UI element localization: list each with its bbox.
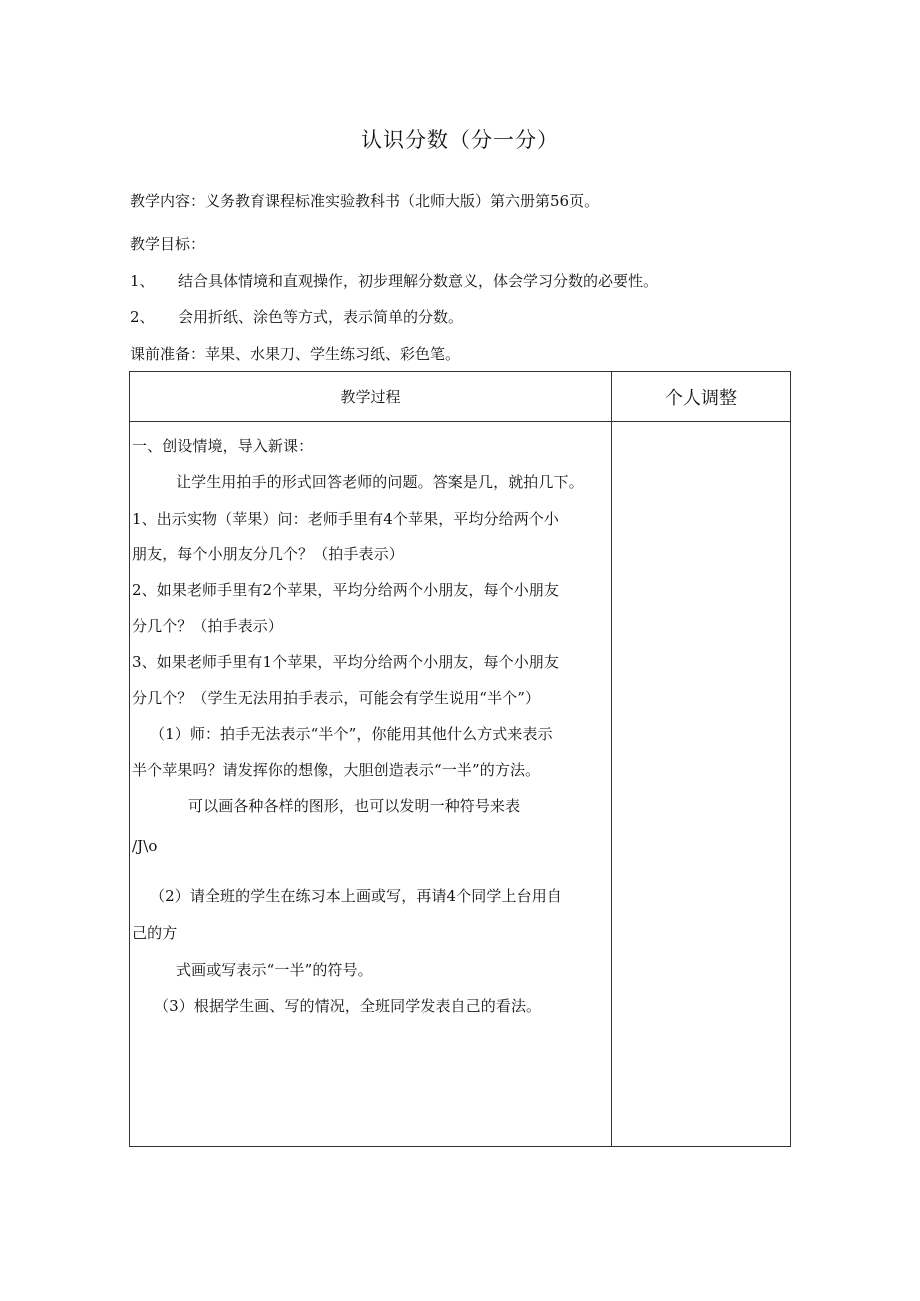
process-line: （1）师：拍手无法表示“半个”，你能用其他什么方式来表示 <box>150 725 553 743</box>
process-line: 2、如果老师手里有2个苹果，平均分给两个小朋友，每个小朋友 <box>132 581 559 599</box>
process-line: 式画或写表示“一半”的符号。 <box>176 961 373 979</box>
teaching-content: 教学内容：义务教育课程标准实验教科书（北师大版）第六册第56页。 <box>130 192 600 210</box>
header-teaching-process: 教学过程 <box>130 372 612 422</box>
goal-text: 会用折纸、涂色等方式，表示简单的分数。 <box>178 308 464 326</box>
goal-number: 2、 <box>130 308 155 326</box>
process-line: （2）请全班的学生在练习本上画或写，再请4个同学上台用自 <box>150 887 562 905</box>
goals-heading: 教学目标： <box>130 235 206 253</box>
goal-item-2 <box>130 306 463 327</box>
process-line: 3、如果老师手里有1个苹果，平均分给两个小朋友，每个小朋友 <box>132 653 559 671</box>
teaching-process-cell <box>130 422 612 1147</box>
process-line: 让学生用拍手的形式回答老师的问题。答案是几，就拍几下。 <box>176 473 584 491</box>
process-line: 可以画各种各样的图形，也可以发明一种符号来表 <box>188 797 521 815</box>
process-line: 朋友，每个小朋友分几个？（拍手表示） <box>132 545 404 563</box>
goal-text: 结合具体情境和直观操作，初步理解分数意义，体会学习分数的必要性。 <box>178 272 659 290</box>
process-line: 分几个？（学生无法用拍手表示，可能会有学生说用“半个”） <box>132 689 541 707</box>
process-line: /J\o <box>132 837 158 855</box>
process-line: （3）根据学生画、写的情况，全班同学发表自己的看法。 <box>154 997 542 1015</box>
goal-item-1 <box>130 270 658 291</box>
lesson-table <box>129 371 791 1147</box>
process-line: 己的方 <box>132 924 178 942</box>
process-line: 一、创设情境，导入新课： <box>132 437 314 455</box>
header-personal-adjustment: 个人调整 <box>612 372 791 422</box>
page-title: 认识分数（分一分） <box>361 128 559 152</box>
personal-adjustment-cell <box>612 422 791 1147</box>
process-line: 半个苹果吗？请发挥你的想像，大胆创造表示“一半”的方法。 <box>132 761 541 779</box>
goal-number: 1、 <box>130 272 155 290</box>
process-line: 1、出示实物（苹果）问：老师手里有4个苹果，平均分给两个小 <box>132 510 559 528</box>
process-line: 分几个？（拍手表示） <box>132 617 284 635</box>
preparation: 课前准备：苹果、水果刀、学生练习纸、彩色笔。 <box>130 345 461 363</box>
